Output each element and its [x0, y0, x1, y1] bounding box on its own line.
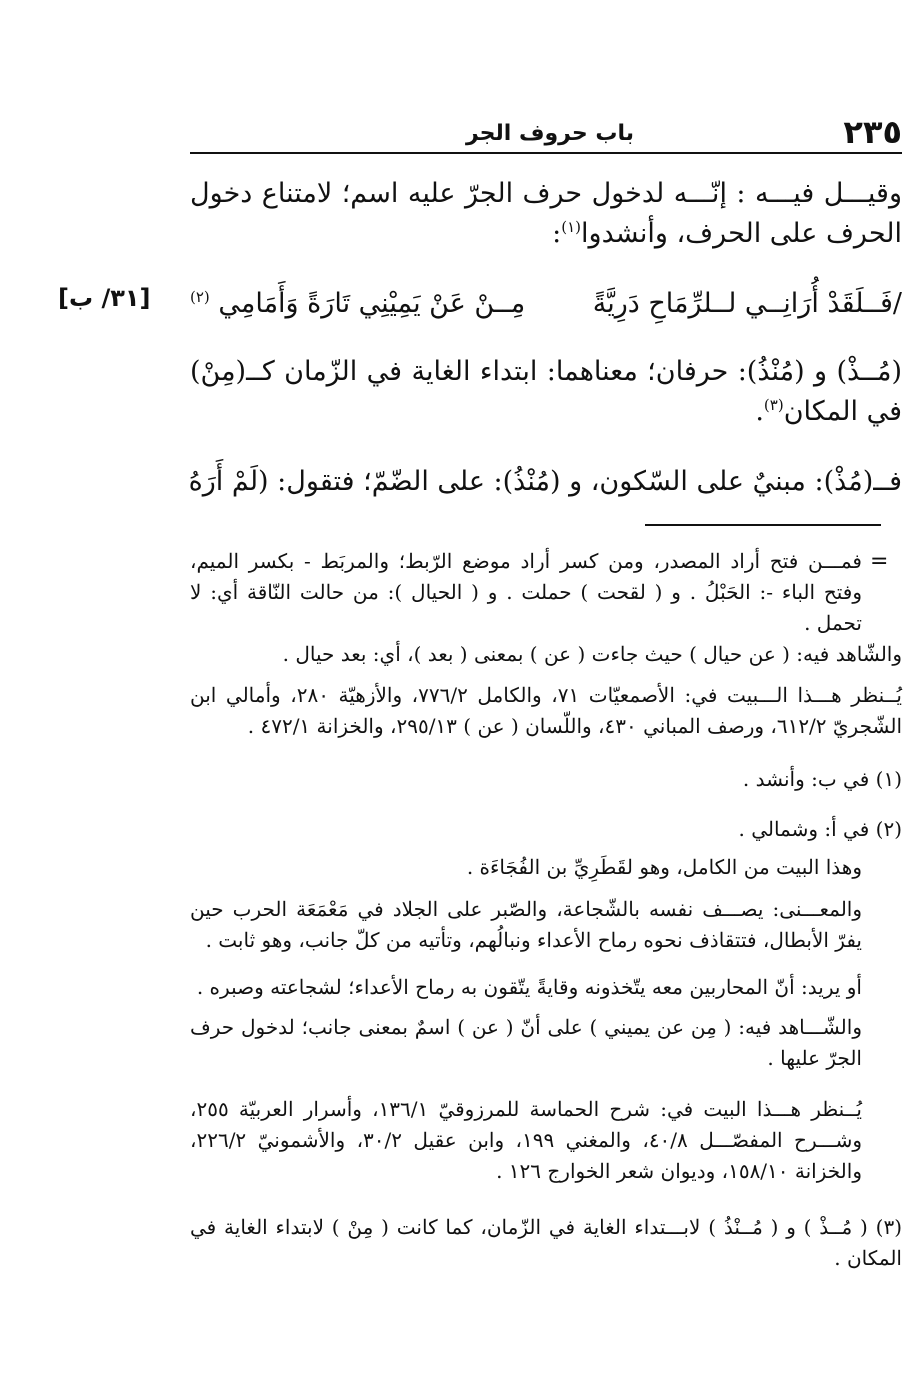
- footnote-continued-2: والشّاهد فيه: ( عن حيال ) حيث جاءت ( عن ) بمعنى ( بعد )، أي: بعد حيال .: [282, 642, 902, 666]
- footnote-continued-1: فمـــن فتح أراد المصدر، ومن كسر أراد موضع الرّبط؛ والمربَط - بكسر الميم، وفتح الباء -: الحَبْلُ . و ( لقحت ) حملت . و ( الحيال ): من حالت النّاقة أي: لا تحمل .: [190, 549, 862, 635]
- page-header: [190, 108, 902, 152]
- manuscript-folio-ref: [٣١/ ب]: [58, 284, 151, 312]
- main-paragraph-3: فــ(مُذْ): مبنيٌ على السّكون، و (مُنْذُ): على الضّمّ؛ فتقول: (لَمْ أَرَهُ: [188, 466, 902, 497]
- footnote-ref-1: (١): [561, 218, 582, 236]
- main-paragraph-2-end: .: [755, 396, 764, 427]
- page-number: ٢٣٥: [843, 113, 902, 151]
- main-paragraph-1-text: وقيـــل فيـــه : إنّـــه لدخول حرف الجرّ عليه اسم؛ لامتناع دخول الحرف على الحرف، وأنشدوا: [190, 178, 902, 249]
- footnote-3: (٣) ( مُــذْ ) و ( مُــنْذُ ) لابـــتداء الغاية في الزّمان، كما كانت ( مِنْ ) لابتداء الغاية في المكان .: [190, 1215, 902, 1270]
- verse-second-hemistich: [190, 284, 525, 324]
- footnote-ref-2: (٢): [190, 288, 210, 306]
- footnote-2-references: يُــنظر هـــذا البيت في: شرح الحماسة للمرزوقيّ ١٣٦/١، وأسرار العربيّة ٢٥٥، وشـــرح المفصّـــل ٤٠/٨، والمغني ١٩٩، وابن عقيل ٣٠/٢، والأشمونيّ ٢٢٦/٢، والخزانة ١٥٨/١٠، وديوان شعر الخوارج ١٢٦ .: [190, 1097, 862, 1183]
- main-paragraph-1-end: :: [552, 218, 562, 249]
- footnote-separator: [645, 524, 881, 526]
- footnote-continuation-marker: =: [870, 549, 889, 574]
- main-paragraph-2-text: (مُــذْ) و (مُنْذُ): حرفان؛ معناهما: ابتداء الغاية في الزّمان كــ(مِنْ) في المكان: [190, 356, 902, 427]
- footnote-2-meaning: والمعـــنى: يصـــف نفسه بالشّجاعة، والصّبر على الجلاد في مَعْمَعَة الحرب حين يفرّ الأبطال، فتتقاذف نحوه رماح الأعداء ونبالُهم، وتأتيه من كلّ جانب، وهو ثابت .: [190, 897, 862, 952]
- verse-first-hemistich: /فَــلَقَدْ أُرَانِــي لــلرِّمَاحِ دَرِيَّةً: [592, 288, 902, 319]
- footnote-2-evidence: والشّـــاهد فيه: ( مِن عن يميني ) على أنّ ( عن ) اسمٌ بمعنى جانب؛ لدخول حرف الجرّ عليها .: [190, 1015, 862, 1070]
- footnote-2: (٢) في أ: وشمالي .: [738, 817, 902, 841]
- footnote-1: (١) في ب: وأنشد .: [742, 767, 902, 791]
- header-rule: [190, 152, 902, 154]
- footnote-2-alternative: أو يريد: أنّ المحاربين معه يتّخذونه وقايةً يتّقون به رماح الأعداء؛ لشجاعته وصبره .: [196, 975, 862, 999]
- footnote-continued-3: يُــنظر هـــذا الـــبيت في: الأصمعيّات ٧١، والكامل ٧٧٦/٢، والأزهيّة ٢٨٠، وأمالي ابن الشّجريّ ٦١٢/٢، ورصف المباني ٤٣٠، واللّسان ( عن ) ٢٩٥/١٣، والخزانة ٤٧٢/١ .: [190, 683, 902, 738]
- chapter-title: باب حروف الجر: [465, 121, 634, 146]
- main-paragraph-1: [190, 174, 902, 254]
- poetry-verse: [190, 284, 902, 328]
- main-paragraph-2: [190, 352, 902, 432]
- verse-second-hemistich-text: مِــنْ عَنْ يَمِيْنِي تَارَةً وَأَمَامِي: [218, 288, 526, 319]
- footnote-ref-3: (٣): [763, 396, 784, 414]
- footnote-2-source: وهذا البيت من الكامل، وهو لقَطَرِيِّ بن الفُجَاءَة .: [466, 855, 862, 879]
